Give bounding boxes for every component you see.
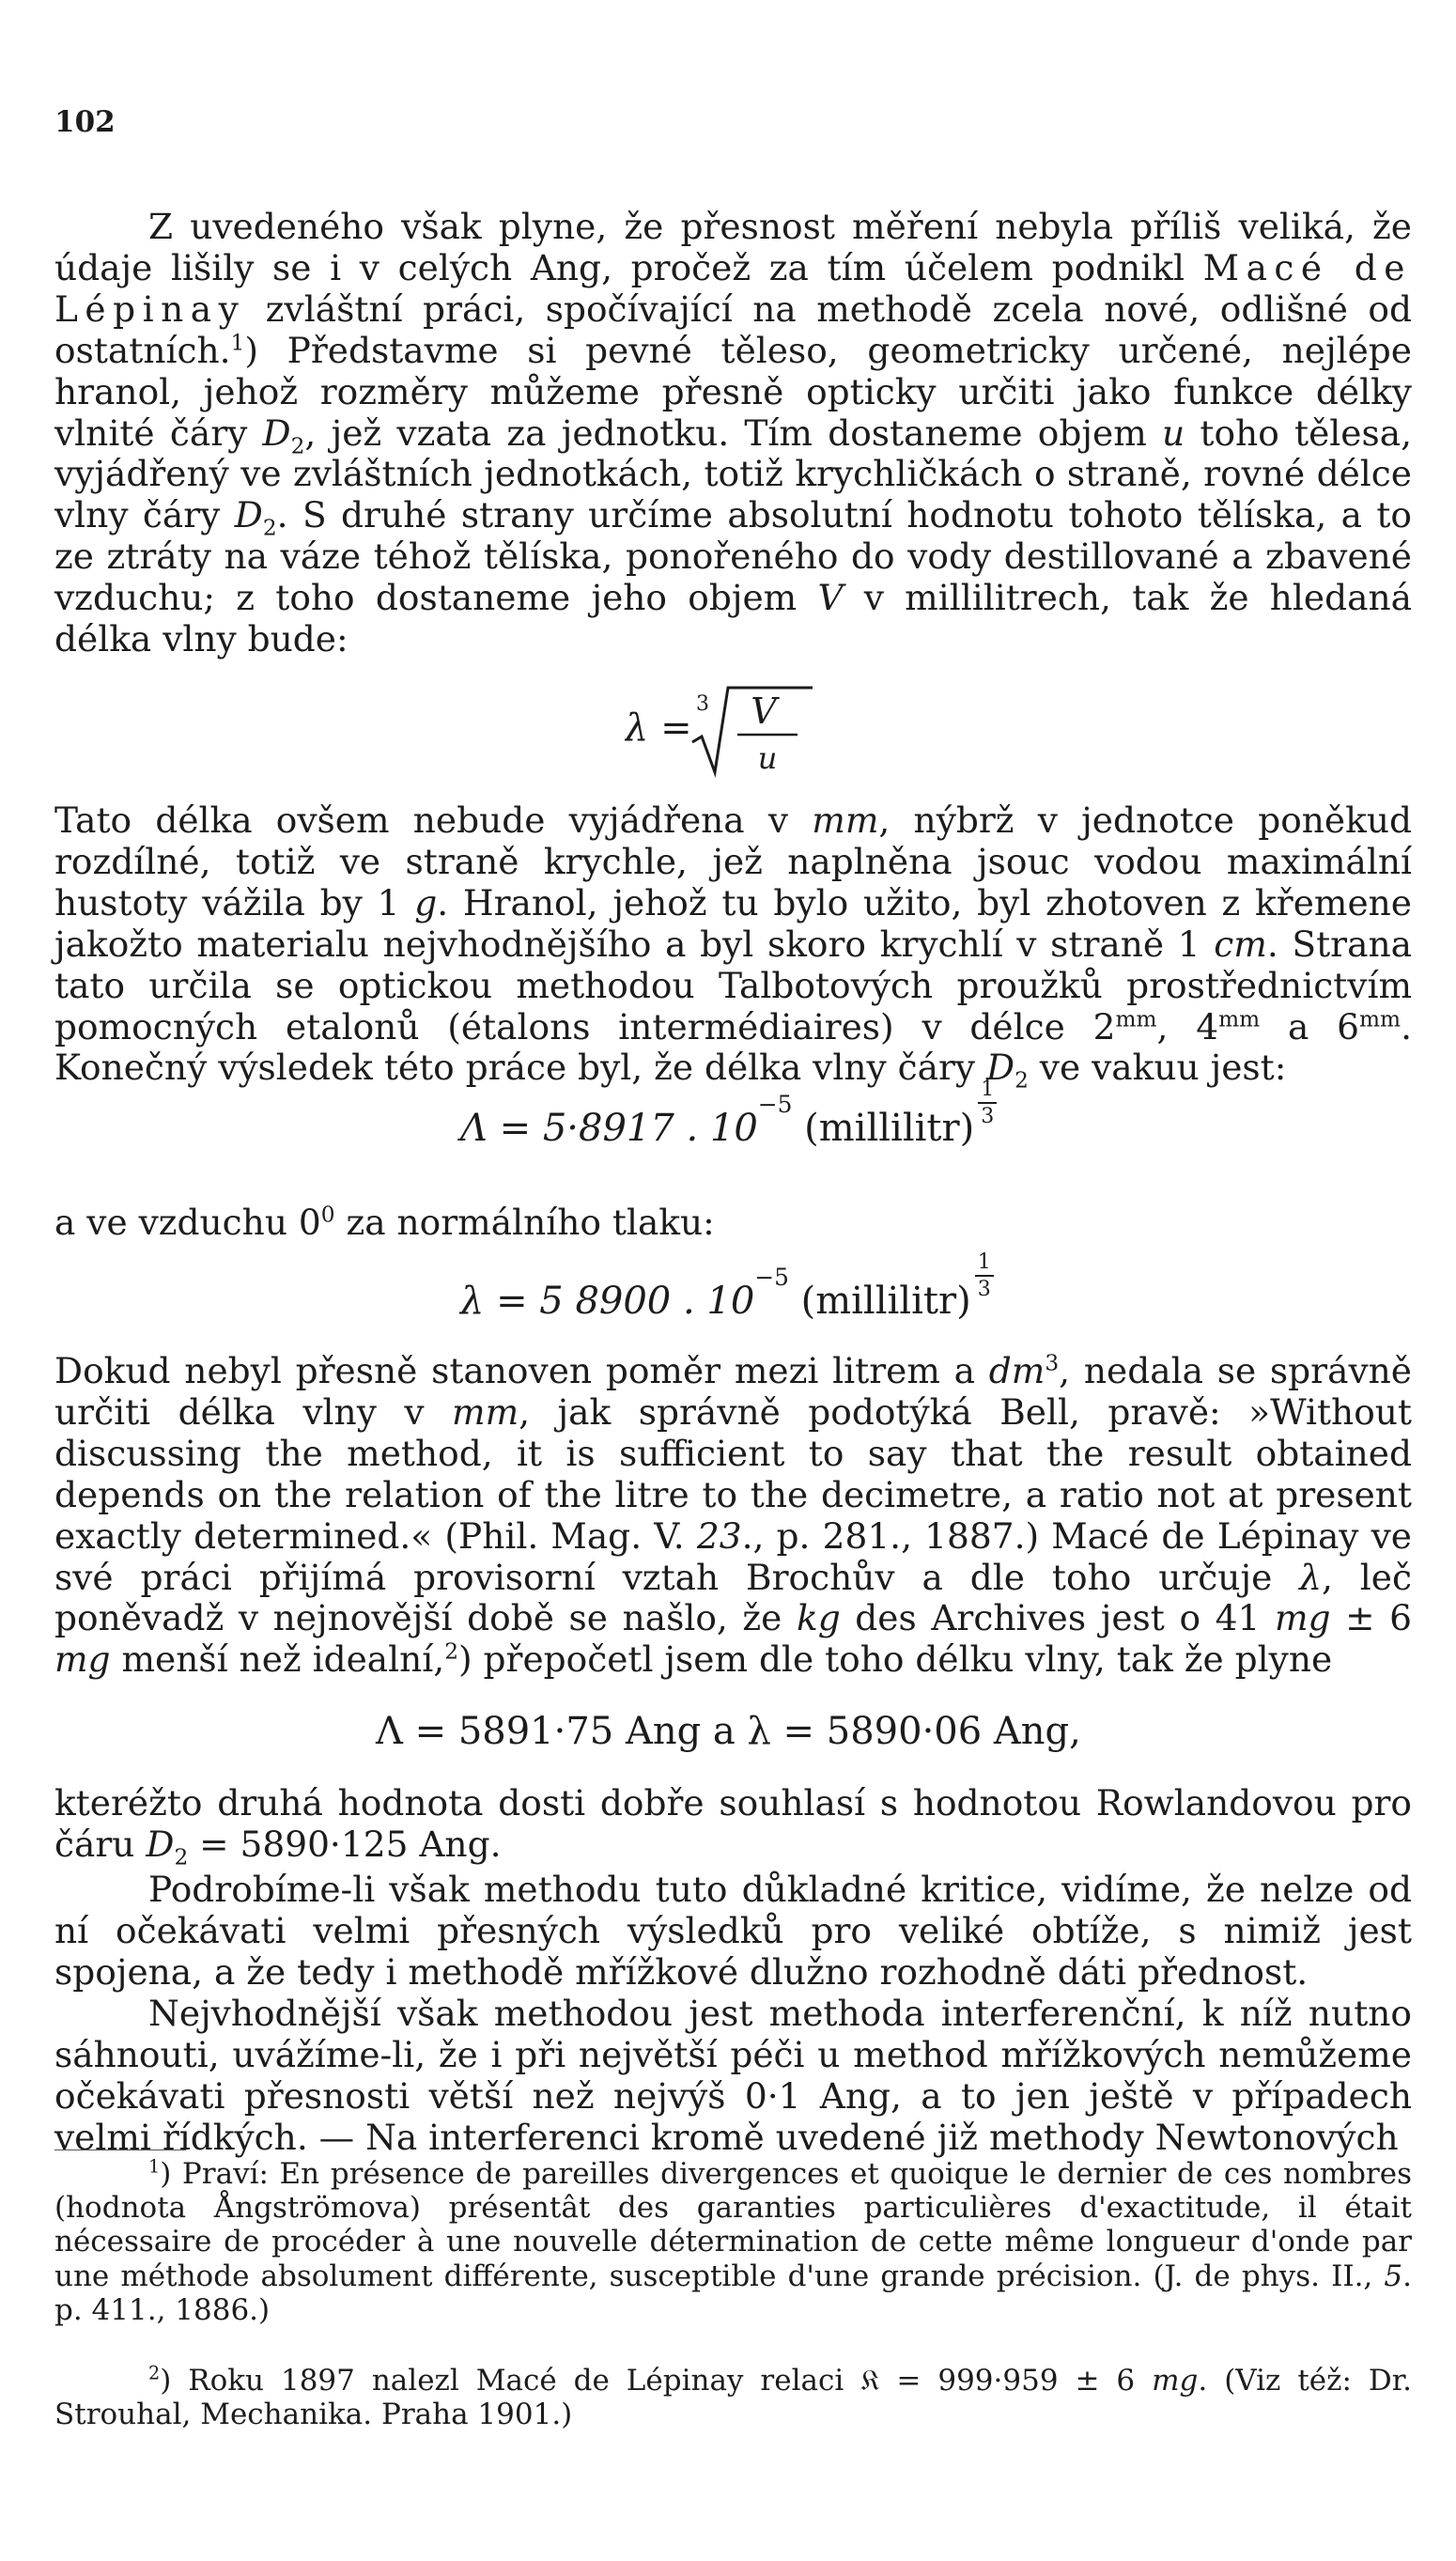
equation-vacuum-wavelength: Λ = 5·8917 . $10^{-5}$ (millilitr) $\frac{1}{3}$ — [460, 1107, 997, 1156]
equation-air-wavelength: λ = 5 8900 . $10^{-5}$ (millilitr) $\frac{1}{3}$ — [460, 1280, 994, 1328]
page-number: 102 — [54, 105, 116, 139]
footnote-ref-1[interactable]: 1 — [230, 330, 245, 356]
footnote-1: $^1$) Praví: En présence de pareilles divergences et quoique le dernier de ces nombres (hodnota Ångströmova) présentât des garanties particulières d'exactitude, il était nécessaire de procéder à une nouvelle détermination de cette même longueur d'onde par une méthode absolument différente, susceptible d'une grande précision. (J. de phys. II., 5. p. 411., 1886.) — [54, 2155, 1412, 2327]
equation-cube-root — [625, 682, 841, 785]
footnote-ref-2[interactable]: 2 — [444, 1638, 458, 1665]
equation-result: Λ = 5891·75 Ang a λ = 5890·06 Ang, — [376, 1710, 1081, 1753]
footnote-2: $^2$) Roku 1897 nalezl Macé de Lépinay relaci 𝔎 = 999·959 ± 6 mg. (Viz též: Dr. Strouhal, Mechanika. Praha 1901.) — [54, 2362, 1412, 2432]
paragraph-litre-ratio: Dokud nebyl přesně stanoven poměr mezi litrem a $dm^3$, nedala se správně určiti délka vlny v mm, jak správně podotýká Bell, pravě: »Without discussing the method, it is sufficient to say that the result obtained depends on the relation of the litre to the decimetre, a ratio not at present exactly determined.« (Phil. Mag. V. 23., p. 281., 1887.) Macé de Lépinay ve své práci přijímá provisorní vztah Brochův a dle toho určuje λ, leč poněvadž v nejnovější době se našlo, že kg des Archives jest o 41 mg ± 6 mg menší než idealní,$^2$) přepočetl jsem dle toho délku vlny, tak že plyne — [54, 1350, 1413, 1681]
exponent-fraction: $\frac{1}{3}$ — [975, 1251, 994, 1300]
fraction-denominator: u — [757, 740, 778, 776]
paragraph-quartz-prism: Tato délka ovšem nebude vyjádřena v mm, nýbrž v jednotce poněkud rozdílné, totiž ve straně krychle, jež naplněna jsouc vodou maximální hustoty vážila by 1 g. Hranol, jehož tu bylo užito, byl zhotoven z křemene jakožto materialu nejvhodnějšího a byl skoro krychlí v straně 1 cm. Strana tato určila se optickou methodou Talbotových proužků prostřednictvím pomocných etalonů (étalons intermédiaires) v délce $2^{mm}$, $4^{mm}$ a $6^{mm}$. Konečný výsledek této práce byl, že délka vlny čáry $D_2$ ve vakuu jest: — [54, 799, 1413, 1094]
exponent-fraction: $\frac{1}{3}$ — [978, 1079, 997, 1127]
paragraph-mace-de-lepinay: Z uvedeného však plyne, že přesnost měření nebyla příliš veliká, že údaje lišily se i v celých Ang, pročež za tím účelem podnikl Macé de Lépinay zvláštní práci, spočívající na methodě zcela nové, odlišné od ostatních.$^1$) Představme si pevné těleso, geometricky určené, nejlépe hranol, jehož rozměry můžeme přesně opticky určiti jako funkce délky vlnité čáry $D_2$, jež vzata za jednotku. Tím dostaneme objem u toho tělesa, vyjádřený ve zvláštních jednotkách, totiž krychličkách o straně, rovné délce vlny čáry $D_2$. S druhé strany určíme absolutní hodnotu tohoto tělíska, a to ze ztráty na váze téhož tělíska, ponořeného do vody destillované a zbavené vzduchu; z toho dostaneme jeho objem V v millilitrech, tak že hledaná délka vlny bude: — [54, 206, 1413, 660]
root-index: 3 — [696, 692, 709, 716]
paragraph-criticism: Podrobíme-li však methodu tuto důkladné kritice, vidíme, že nelze od ní očekávati velmi přesných výsledků pro veliké obtíže, s nimiž jest spojena, a že tedy i methodě mřížkové dlužno rozhodně dáti přednost. — [54, 1869, 1412, 1993]
paragraph-interference: Nejvhodnější však methodou jest methoda interferenční, k níž nutno sáhnouti, uvážíme-li, že i při největší péči u method mřížkových nemůžeme očekávati přesnosti větší než nejvýš 0·1 Ang, a to jen ještě v případech velmi řídkých. — Na interferenci kromě uvedené již methody Newtonových — [54, 1993, 1412, 2158]
equation-lhs: λ = — [625, 706, 692, 750]
paragraph-rowland: kteréžto druhá hodnota dosti dobře souhlasí s hodnotou Rowlandovou pro čáru $D_2 = 5890\cdot 125$ Ang. — [54, 1782, 1412, 1870]
equation-cube-root-svg — [625, 682, 841, 785]
paragraph-air: a ve vzduchu $0^0$ za normálního tlaku: — [54, 1202, 715, 1243]
author-name: Macé de Lépinay — [54, 246, 1412, 330]
fraction-numerator: V — [751, 691, 777, 732]
